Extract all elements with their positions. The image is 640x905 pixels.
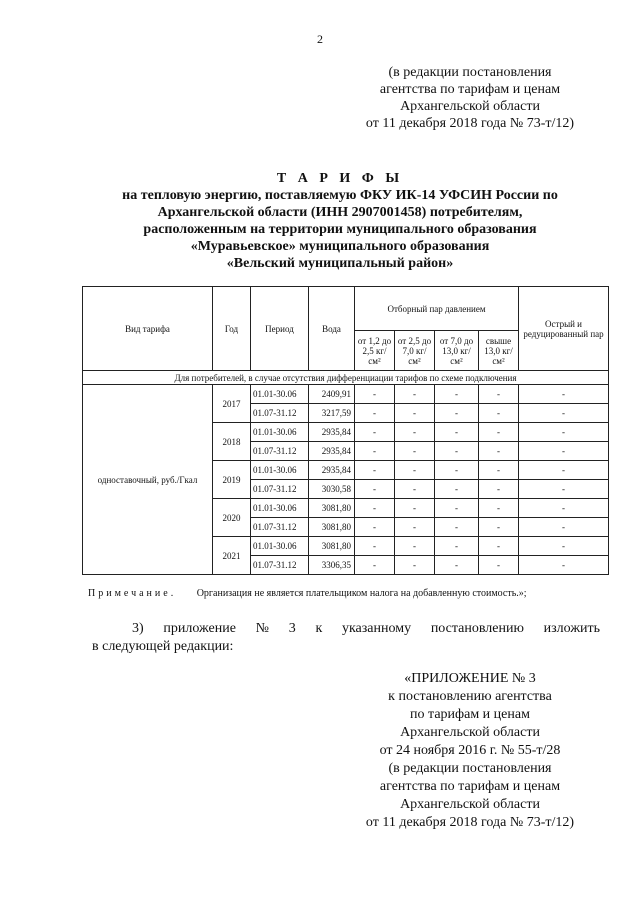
title-line: «Вельский муниципальный район» [226, 256, 454, 271]
year-cell: 2019 [213, 461, 251, 499]
appendix-line: агентства по тарифам и ценам [379, 779, 561, 794]
water-cell: 3081,80 [309, 499, 355, 518]
period-cell: 01.01-30.06 [251, 461, 309, 480]
header-water: Вода [309, 287, 355, 371]
dash-cell: - [435, 461, 479, 480]
dash-cell: - [355, 423, 395, 442]
header-steam-4: свыше 13,0 кг/см² [479, 331, 519, 371]
header-sharp-steam: Острый и редуцированный пар [519, 287, 609, 371]
water-cell: 2935,84 [309, 423, 355, 442]
period-cell: 01.07-31.12 [251, 556, 309, 575]
dash-cell: - [435, 480, 479, 499]
section-row: Для потребителей, в случае отсутствия дифференциации тарифов по схеме подключения [83, 371, 609, 385]
dash-cell: - [479, 385, 519, 404]
dash-cell: - [435, 556, 479, 575]
dash-cell: - [519, 404, 609, 423]
dash-cell: - [519, 385, 609, 404]
paragraph-word: 3 [288, 621, 296, 636]
dash-cell: - [479, 556, 519, 575]
dash-cell: - [355, 556, 395, 575]
dash-cell: - [355, 404, 395, 423]
paragraph [92, 620, 600, 656]
appendix-header [330, 670, 610, 832]
title-line: расположенным на территории муниципального образования [143, 222, 537, 237]
dash-cell: - [479, 480, 519, 499]
title-main: Т А Р И Ф Ы [276, 171, 404, 186]
water-cell: 3081,80 [309, 518, 355, 537]
dash-cell: - [519, 518, 609, 537]
appendix-line: «ПРИЛОЖЕНИЕ № 3 [404, 671, 536, 686]
header-year: Год [213, 287, 251, 371]
dash-cell: - [355, 480, 395, 499]
dash-cell: - [479, 404, 519, 423]
dash-cell: - [479, 518, 519, 537]
period-cell: 01.07-31.12 [251, 404, 309, 423]
title-line: «Муравьевское» муниципального образования [190, 239, 490, 254]
water-cell: 3030,58 [309, 480, 355, 499]
dash-cell: - [435, 423, 479, 442]
dash-cell: - [519, 461, 609, 480]
paragraph-word: изложить [543, 621, 600, 636]
dash-cell: - [395, 518, 435, 537]
period-cell: 01.07-31.12 [251, 480, 309, 499]
period-cell: 01.01-30.06 [251, 499, 309, 518]
year-cell: 2018 [213, 423, 251, 461]
dash-cell: - [519, 499, 609, 518]
appendix-line: от 11 декабря 2018 года № 73-т/12) [365, 815, 575, 830]
appendix-line: от 24 ноября 2016 г. № 55-т/28 [379, 743, 561, 758]
page-number: 2 [317, 32, 323, 46]
note [88, 588, 618, 599]
dash-cell: - [395, 499, 435, 518]
header-steam-1: от 1,2 до 2,5 кг/см² [355, 331, 395, 371]
dash-cell: - [479, 499, 519, 518]
water-cell: 2409,91 [309, 385, 355, 404]
note-text: Организация не является плательщиком налога на добавленную стоимость.»; [196, 588, 527, 599]
redaction-line: (в редакции постановления [388, 65, 552, 80]
year-cell: 2020 [213, 499, 251, 537]
period-cell: 01.01-30.06 [251, 385, 309, 404]
dash-cell: - [355, 537, 395, 556]
water-cell: 2935,84 [309, 442, 355, 461]
redaction-note-top [330, 64, 610, 132]
paragraph-word: 3) [132, 621, 144, 636]
redaction-line: от 11 декабря 2018 года № 73-т/12) [365, 116, 575, 131]
dash-cell: - [435, 404, 479, 423]
paragraph-word: указанному [341, 621, 412, 636]
paragraph-word: к [315, 621, 323, 636]
dash-cell: - [519, 537, 609, 556]
paragraph-line: в следующей редакции: [92, 639, 234, 654]
dash-cell: - [519, 556, 609, 575]
note-label: Примечание. [88, 588, 177, 599]
dash-cell: - [355, 518, 395, 537]
period-cell: 01.01-30.06 [251, 537, 309, 556]
title-line: на тепловую энергию, поставляемую ФКУ ИК-14 УФСИН России по [122, 188, 558, 203]
tariff-table [82, 286, 609, 575]
dash-cell: - [519, 423, 609, 442]
dash-cell: - [435, 442, 479, 461]
dash-cell: - [435, 499, 479, 518]
dash-cell: - [395, 423, 435, 442]
dash-cell: - [479, 461, 519, 480]
table-row [83, 385, 609, 404]
paragraph-word: № [255, 621, 269, 636]
header-steam-2: от 2,5 до 7,0 кг/см² [395, 331, 435, 371]
dash-cell: - [355, 499, 395, 518]
dash-cell: - [395, 404, 435, 423]
dash-cell: - [395, 442, 435, 461]
appendix-line: Архангельской области [400, 725, 540, 740]
dash-cell: - [395, 537, 435, 556]
appendix-line: Архангельской области [400, 797, 540, 812]
header-steam-3: от 7,0 до 13,0 кг/см² [435, 331, 479, 371]
water-cell: 2935,84 [309, 461, 355, 480]
period-cell: 01.07-31.12 [251, 518, 309, 537]
dash-cell: - [355, 385, 395, 404]
dash-cell: - [479, 442, 519, 461]
period-cell: 01.01-30.06 [251, 423, 309, 442]
dash-cell: - [435, 518, 479, 537]
dash-cell: - [479, 537, 519, 556]
dash-cell: - [355, 461, 395, 480]
paragraph-first-line [92, 620, 600, 638]
water-cell: 3081,80 [309, 537, 355, 556]
header-tariff-type: Вид тарифа [83, 287, 213, 371]
dash-cell: - [395, 480, 435, 499]
dash-cell: - [395, 556, 435, 575]
header-steam-group: Отборный пар давлением [355, 287, 519, 331]
water-cell: 3217,59 [309, 404, 355, 423]
redaction-line: Архангельской области [400, 99, 540, 114]
title-line: Архангельской области (ИНН 2907001458) потребителям, [157, 205, 523, 220]
header-period: Период [251, 287, 309, 371]
dash-cell: - [519, 442, 609, 461]
dash-cell: - [435, 385, 479, 404]
water-cell: 3306,35 [309, 556, 355, 575]
redaction-line: агентства по тарифам и ценам [379, 82, 561, 97]
dash-cell: - [355, 442, 395, 461]
tariff-type-cell: одноставочный, руб./Гкал [83, 385, 213, 575]
paragraph-word: приложение [163, 621, 236, 636]
dash-cell: - [519, 480, 609, 499]
appendix-line: (в редакции постановления [388, 761, 552, 776]
period-cell: 01.07-31.12 [251, 442, 309, 461]
year-cell: 2017 [213, 385, 251, 423]
paragraph-word: постановлению [430, 621, 524, 636]
dash-cell: - [395, 461, 435, 480]
document-title [60, 170, 620, 272]
year-cell: 2021 [213, 537, 251, 575]
appendix-line: к постановлению агентства [388, 689, 552, 704]
dash-cell: - [395, 385, 435, 404]
dash-cell: - [435, 537, 479, 556]
appendix-line: по тарифам и ценам [410, 707, 530, 722]
dash-cell: - [479, 423, 519, 442]
